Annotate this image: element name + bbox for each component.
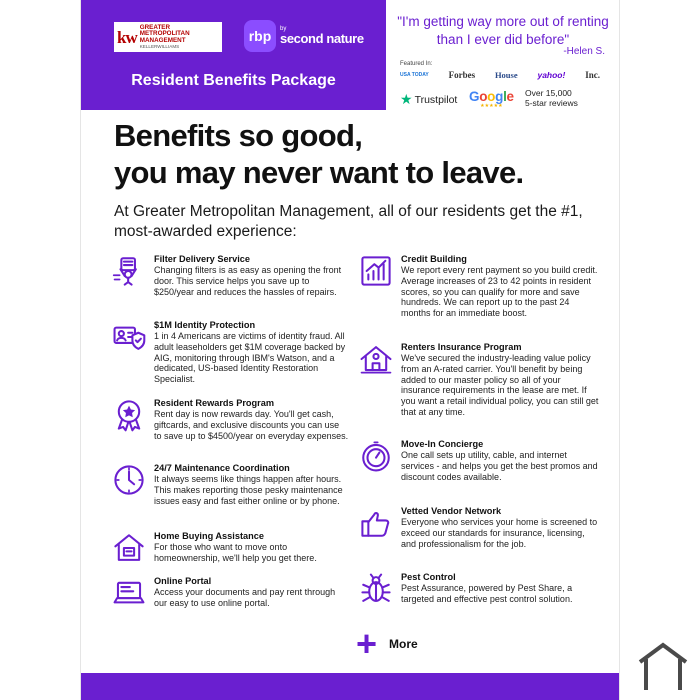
reviews-count: Over 15,000 5-star reviews: [525, 88, 578, 108]
benefit-maintenance: [109, 463, 349, 506]
rbp-second-nature-logo: [244, 20, 364, 52]
gauge-icon: [356, 439, 396, 479]
more-link[interactable]: [356, 623, 418, 664]
press-logos: [400, 70, 600, 80]
benefit-title: Pest Control: [401, 572, 456, 582]
benefit-title: Vetted Vendor Network: [401, 506, 502, 516]
usa-today-logo: USA TODAY: [400, 72, 429, 78]
benefit-title: Resident Rewards Program: [154, 398, 274, 408]
testimonial-quote: "I'm getting way more out of renting than I ever did before": [397, 14, 609, 47]
plus-icon: +: [356, 623, 378, 664]
benefit-desc: Changing filters is as easy as opening the front door. This service helps you save up to $250/year and reduces the hassles of repairs.: [154, 265, 342, 297]
benefit-desc: Everyone who services your home is screened to exceed our standards for insurance, licensing, and professionalism for the job.: [401, 517, 598, 549]
chart-growth-icon: [356, 254, 396, 294]
benefit-filter-delivery: [109, 254, 349, 297]
benefit-desc: It always seems like things happen after hours. This makes reporting those pesky maintenance issues easy and fast either online or by phone.: [154, 474, 343, 506]
google-logo: [469, 89, 514, 109]
google-label: Google: [469, 89, 514, 104]
benefit-desc: 1 in 4 Americans are victims of identity fraud. All adult leaseholders get $1M coverage backed by AIG, monitoring through IBM's Watson, and a dedicated, US-based Identity Restoration Specialist.: [154, 331, 346, 385]
benefit-credit-building: [356, 254, 601, 319]
insured-house-icon: [356, 342, 396, 382]
more-label: More: [389, 637, 418, 651]
house-logo: House: [494, 70, 518, 80]
headline: Benefits so good, you may never want to leave.: [114, 118, 524, 190]
benefit-title: Renters Insurance Program: [401, 342, 522, 352]
benefit-title: 24/7 Maintenance Coordination: [154, 463, 290, 473]
benefit-pest-control: [356, 572, 601, 612]
benefit-vetted-vendors: [356, 506, 601, 549]
rbp-by: by: [280, 25, 287, 32]
identity-shield-icon: [109, 320, 149, 360]
kw-company-name: GREATER METROPOLITAN MANAGEMENT: [139, 23, 190, 44]
benefit-desc: We've secured the industry-leading value policy from an A-rated carrier. You'll benefit by being added to our master policy so all of your insurance requirements in the lease are met. If you want a retail individual policy, you can still get that at any time.: [401, 353, 599, 418]
inc-logo: Inc.: [585, 70, 600, 80]
clock-icon: [109, 463, 149, 503]
trustpilot-logo: [400, 91, 457, 108]
benefit-desc: Access your documents and pay rent through our easy to use online portal.: [154, 587, 336, 608]
yahoo-logo: yahoo!: [537, 70, 566, 80]
rbp-badge: rbp: [244, 20, 276, 52]
forbes-logo: Forbes: [448, 70, 476, 80]
thumbs-up-icon: [356, 506, 396, 546]
laptop-icon: [109, 576, 149, 616]
benefit-title: Credit Building: [401, 254, 467, 264]
keller-williams-logo: [114, 22, 222, 52]
benefit-home-buying: [109, 531, 349, 571]
star-icon: ★: [400, 91, 413, 107]
testimonial-author: -Helen S.: [563, 46, 605, 57]
benefits-flyer: [80, 0, 620, 700]
intro-text: At Greater Metropolitan Management, all of our residents get the #1, most-awarded experience:: [114, 203, 583, 240]
footer-bar: [81, 673, 620, 700]
reward-badge-icon: [109, 398, 149, 438]
trustpilot-label: Trustpilot: [414, 93, 458, 106]
header-banner: [81, 0, 386, 110]
benefit-title: Home Buying Assistance: [154, 531, 264, 541]
house-icon: [109, 531, 149, 571]
package-title: Resident Benefits Package: [131, 72, 336, 89]
featured-in-label: Featured In:: [400, 61, 433, 67]
kw-mark: kw: [117, 27, 137, 47]
benefit-title: Move-In Concierge: [401, 439, 484, 449]
home-outline-icon[interactable]: [636, 640, 690, 692]
benefit-desc: Pest Assurance, powered by Pest Share, a targeted and effective pest control solution.: [401, 583, 573, 604]
second-nature-name: second nature: [280, 30, 364, 46]
bug-icon: [356, 572, 396, 612]
benefit-title: Filter Delivery Service: [154, 254, 251, 264]
benefit-desc: For those who want to move onto homeownership, we'll help you get there.: [154, 542, 317, 563]
rating-stars-icon: ★★★★★: [480, 103, 503, 109]
benefit-title: $1M Identity Protection: [154, 320, 256, 330]
benefit-resident-rewards: [109, 398, 349, 441]
benefit-title: Online Portal: [154, 576, 212, 586]
benefit-renters-insurance: [356, 342, 601, 418]
filter-delivery-icon: [109, 254, 149, 294]
benefit-desc: We report every rent payment so you build credit. Average increases of 23 to 42 points in resident scores, so you can qualify for more and save hundreds. We can report up to the past 24 months for an immediate boost.: [401, 265, 598, 319]
benefit-identity-protection: [109, 320, 349, 385]
benefit-desc: One call sets up utility, cable, and internet services - and helps you get the best promos and discount codes available.: [401, 450, 598, 482]
kw-brand-name: KELLERWILLIAMS: [139, 44, 180, 50]
benefit-move-in-concierge: [356, 439, 601, 482]
benefit-online-portal: [109, 576, 349, 616]
benefit-desc: Rent day is now rewards day. You'll get cash, giftcards, and exclusive discounts you can use to save up to $4500/year on everyday expenses.: [154, 409, 349, 441]
